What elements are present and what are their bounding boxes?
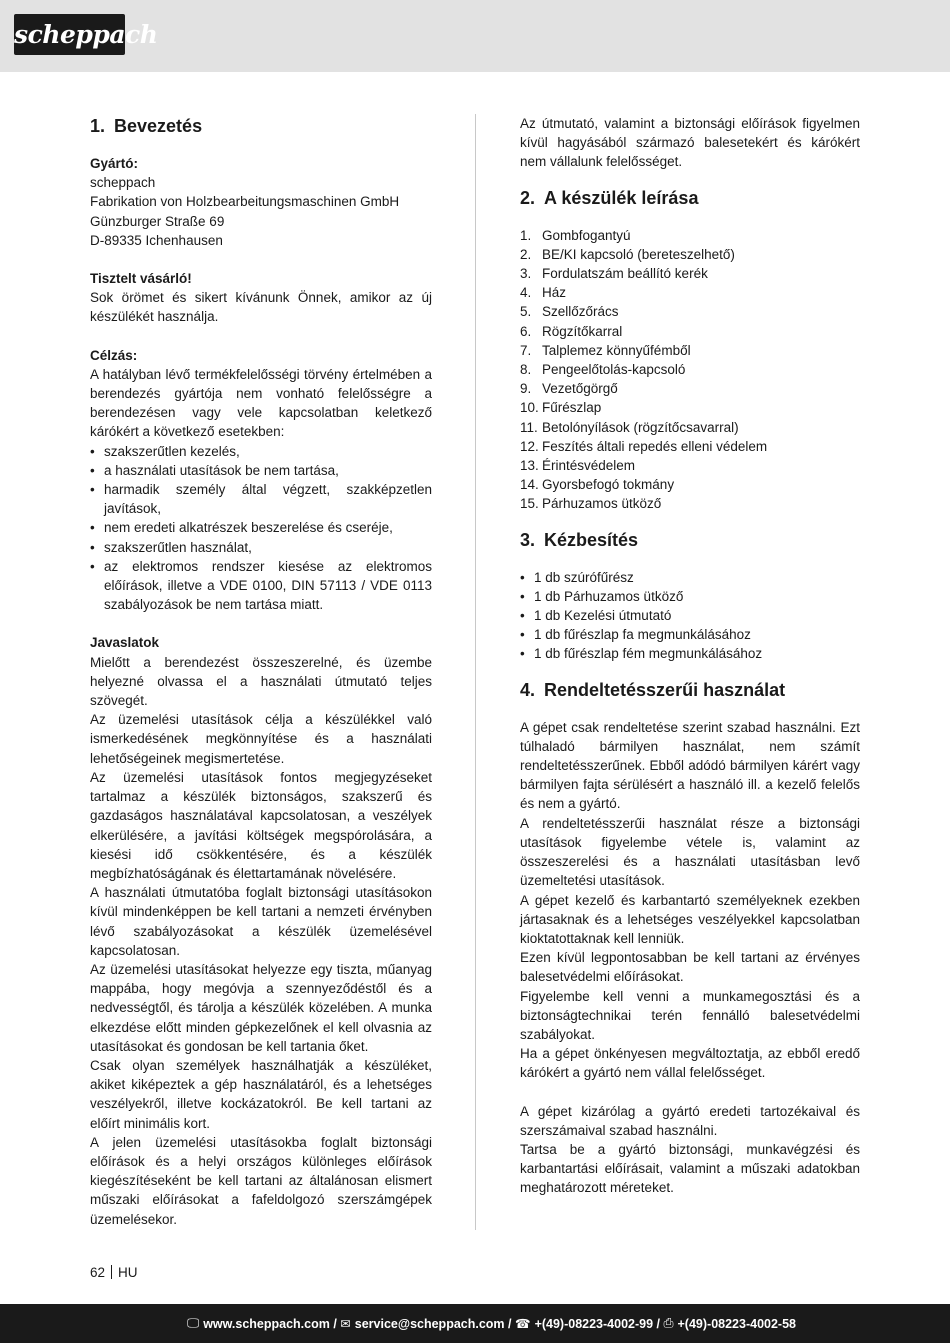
list-item: • 1 db fűrészlap fa megmunkálásához xyxy=(520,625,860,644)
section-1-heading: 1. Bevezetés xyxy=(90,116,203,136)
list-item: 15. Párhuzamos ütköző xyxy=(520,496,662,512)
manufacturer-line: Fabrikation von Holzbearbeitungsmaschinen GmbH xyxy=(90,194,400,210)
page-number-value: 62 xyxy=(90,1265,106,1280)
advice-label: Javaslatok xyxy=(90,635,160,651)
left-column xyxy=(90,114,432,1229)
list-item: 6. Rögzítőkarral xyxy=(520,323,623,339)
manufacturer-line: scheppach xyxy=(90,175,156,191)
list-item: • a használati utasítások be nem tartása, xyxy=(90,461,432,480)
advice-paragraph: A használati útmutatóba foglalt biztonsági utasításokon kívül mindenképpen be kell tartani a nemzeti érvényben lévő szabályozásokat a készülék üzemelésével kapcsolatosan. xyxy=(90,885,432,958)
accessories-block xyxy=(520,1102,860,1198)
list-item: 13. Érintésvédelem xyxy=(520,458,636,474)
list-item: 7. Talplemez könnyűfémből xyxy=(520,342,691,358)
list-item: • 1 db Párhuzamos ütköző xyxy=(520,587,860,606)
manufacturer-line: Günzburger Straße 69 xyxy=(90,213,225,229)
manufacturer-line: D-89335 Ichenhausen xyxy=(90,232,223,248)
phone-icon: ☎ xyxy=(514,1317,531,1331)
computer-icon: 🖵 xyxy=(187,1316,200,1330)
use-paragraph: Ha a gépet önkényesen megváltoztatja, az ebből eredő kárókért a gyártó nem vállal felelősséget. xyxy=(520,1046,860,1081)
list-item: • 1 db szúrófűrész xyxy=(520,568,860,587)
email-icon: ✉ xyxy=(340,1317,351,1331)
list-item: 11. Betolónyílások (rögzítőcsavarral) xyxy=(520,419,739,435)
use-paragraph: Tartsa be a gyártó biztonsági, munkavégzési és karbantartási előírásait, valamint a műszaki adatokban meghatározott méreteket. xyxy=(520,1141,860,1196)
advice-paragraph: Csak olyan személyek használhatják a készüléket, akiket kiképeztek a gép használatáról, és a lehetséges veszélyekről, illetve kockázatokról. Be kell tartani az előírt minimális kort. xyxy=(90,1057,432,1131)
use-paragraph: A gépet kezelő és karbantartó személyeknek ezekben jártasaknak és a lehetséges veszélyekkel kapcsolatban kioktatottaknak kell lenniük. xyxy=(520,892,860,946)
list-item: 10. Fűrészlap xyxy=(520,400,602,416)
advice-paragraph: Mielőtt a berendezést összeszerelné, és üzembe helyezné olvassa el a használati útmutató teljes szövegét. xyxy=(90,654,432,709)
page-separator xyxy=(111,1265,112,1279)
page-number xyxy=(90,1265,138,1280)
intended-use-block xyxy=(520,718,860,1083)
parts-list xyxy=(520,226,860,514)
advice-block xyxy=(90,633,432,1228)
website-link[interactable]: www.scheppach.com / xyxy=(203,1316,337,1331)
list-item: 4. Ház xyxy=(520,285,567,301)
advice-paragraph: A jelen üzemelési utasításokba foglalt biztonsági előírások és a helyi országos különleges előírások kiegészítéseként be kell tartani az általánosan elismert műszaki előírásokat a fafeldolgozó szerszámgépek üzemelésekor. xyxy=(90,1134,432,1227)
customer-block xyxy=(90,269,432,327)
manufacturer-block xyxy=(90,154,432,250)
use-paragraph: A gépet kizárólag a gyártó eredeti tartozékaival és szerszámaival szabad használni. xyxy=(520,1103,860,1138)
fax-icon: ⎙ xyxy=(663,1316,674,1330)
use-paragraph: Figyelembe kell venni a munkamegosztási és a biztonságtechnikai terén fennálló balesetvédelmi szabályokat. xyxy=(520,988,860,1042)
column-divider xyxy=(475,114,476,1230)
list-item: • nem eredeti alkatrészek beszerelése és cseréje, xyxy=(90,518,432,537)
list-item: 5. Szellőzőrács xyxy=(520,304,619,320)
fax-number: +(49)-08223-4002-58 xyxy=(677,1316,796,1331)
customer-label: Tisztelt vásárló! xyxy=(90,271,192,287)
list-item: 3. Fordulatszám beállító kerék xyxy=(520,266,708,282)
list-item: 12. Feszítés általi repedés elleni védelem xyxy=(520,438,768,454)
liability-intro: Az útmutató, valamint a biztonsági előírások figyelmen kívül hagyásából származó balesetekért és kárókért nem vállalunk felelősséget. xyxy=(520,116,860,170)
manufacturer-label: Gyártó: xyxy=(90,156,139,171)
list-item: • 1 db fűrészlap fém megmunkálásához xyxy=(520,644,860,663)
purpose-label: Célzás: xyxy=(90,347,138,363)
list-item: 9. Vezetőgörgő xyxy=(520,381,618,397)
phone-number: +(49)-08223-4002-99 / xyxy=(534,1316,660,1331)
list-item: • 1 db Kezelési útmutató xyxy=(520,606,860,625)
use-paragraph: A gépet csak rendeltetése szerint szabad használni. Ezt túlhaladó bármilyen használat, nem számít rendeltetésszerűnek. Ebből adódó bármilyen kárért vagy bármilyen fajta sérülésért a használó ill. a kezelő felelős és nem a gyártó. xyxy=(520,719,860,812)
list-item: • szakszerűtlen használat, xyxy=(90,538,432,557)
customer-text: Sok örömet és sikert kívánunk Önnek, amikor az új készülékét használja. xyxy=(90,290,432,325)
contact-footer-bar xyxy=(0,1304,950,1343)
list-item: • harmadik személy által végzett, szakképzetlen javítások, xyxy=(90,480,432,518)
email-link[interactable]: service@scheppach.com / xyxy=(354,1316,512,1331)
advice-paragraph: Az üzemelési utasításokat helyezze egy tiszta, műanyag mappába, hogy megóvja a szennyeződéstől és a nedvességtől, és tárolja a készülék közelében. A munka elkezdése előtt minden gépkezelőnek el kell olvasnia az utasításokat és gondosan be kell tartania őket. xyxy=(90,961,432,1054)
section-2-heading: 2. A készülék leírása xyxy=(520,187,699,208)
list-item: 14. Gyorsbefogó tokmány xyxy=(520,477,675,493)
use-paragraph: Ezen kívül legpontosabban be kell tartani az érvényes balesetvédelmi előírásokat. xyxy=(520,950,860,985)
advice-paragraph: Az üzemelési utasítások fontos megjegyzéseket tartalmaz a készülék biztonságos, szakszerű és gazdaságos használatával kapcsolatosan, a veszélyek elkerülésére, a javítási költségek megspórolására, a kiesési idő csökkentésére, és a készülék megbízhatóságának és élettartamának növelésére. xyxy=(90,769,432,881)
header-bar xyxy=(0,0,950,72)
purpose-block xyxy=(90,346,432,615)
section-4-heading: 4. Rendeltetésszerűi használat xyxy=(520,679,786,700)
list-item: • az elektromos rendszer kiesése az elektromos előírások, illetve a VDE 0100, DIN 57113 / VDE 0113 szabályozások be nem tartása miatt. xyxy=(90,557,432,615)
list-item: • szakszerűtlen kezelés, xyxy=(90,442,432,461)
purpose-text: A hatályban lévő termékfelelősségi törvény értelmében a berendezés gyártója nem vonható felelősségre a berendezésen vagy vele kapcsolatban keletkező kárókért a következő esetekben: xyxy=(90,366,432,440)
advice-paragraph: Az üzemelési utasítások célja a készülékkel való ismerkedésének megkönnyítése és a használati lehetőségeinek megismertetése. xyxy=(90,712,432,766)
list-item: 8. Pengeelőtolás-kapcsoló xyxy=(520,362,686,378)
section-3-heading: 3. Kézbesítés xyxy=(520,529,639,550)
purpose-list xyxy=(90,442,432,615)
right-column xyxy=(520,114,860,1198)
list-item: 2. BE/KI kapcsoló (bereteszelhető) xyxy=(520,246,735,262)
list-item: 1. Gombfogantyú xyxy=(520,227,631,243)
language-code: HU xyxy=(118,1265,138,1280)
use-paragraph: A rendeltetésszerűi használat része a biztonsági utasítások figyelembe vétele is, valamint az összeszerelési és a használati utasításban levő üzemeltetési utasítások. xyxy=(520,815,860,889)
scheppach-logo: scheppach xyxy=(14,14,125,55)
delivery-list xyxy=(520,568,860,664)
